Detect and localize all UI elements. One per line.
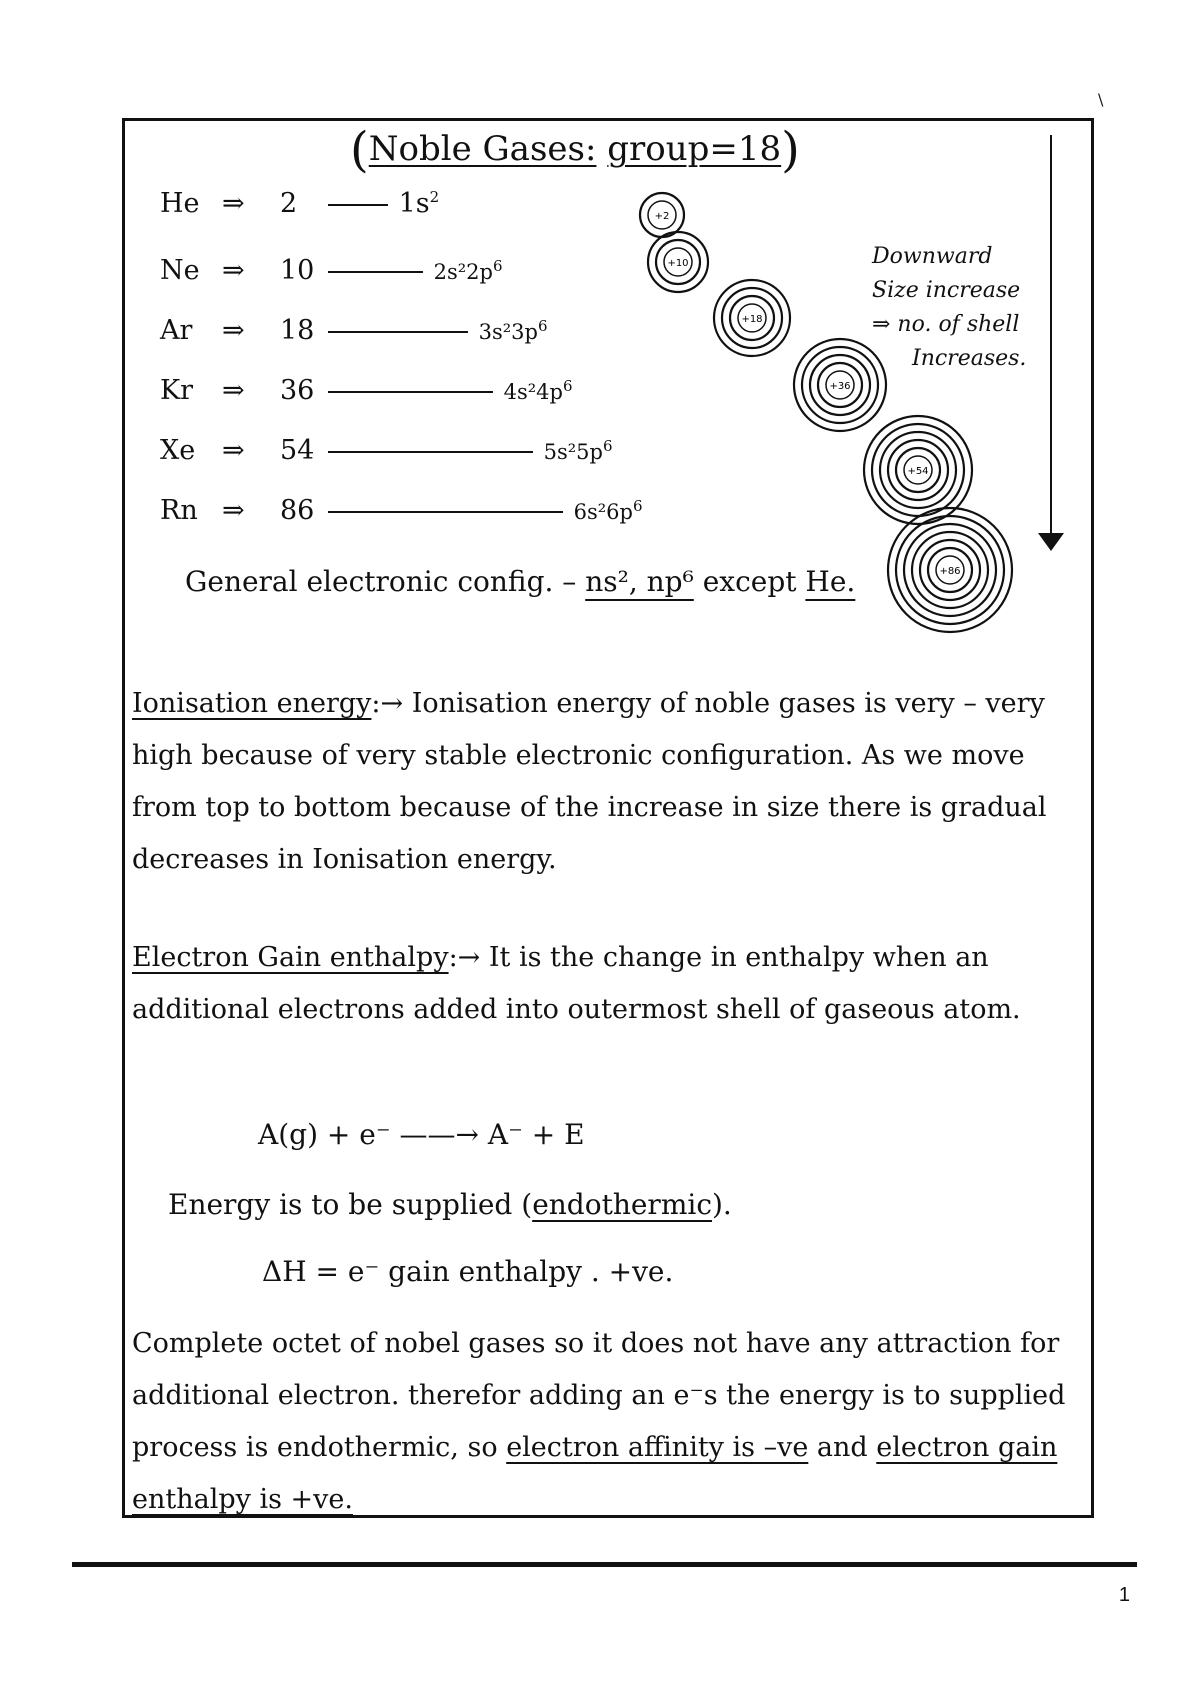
- atomic-number: 54: [280, 435, 315, 466]
- electron-gain-heading: Electron Gain enthalpy: [132, 942, 449, 973]
- general-formula: ns², np⁶: [585, 565, 694, 598]
- general-prefix: General electronic config. –: [185, 565, 577, 598]
- size-trend-note: [872, 240, 1026, 376]
- general-configuration: [185, 565, 855, 598]
- ionisation-heading: Ionisation energy: [132, 688, 372, 719]
- implies-arrow: ⇒: [222, 495, 245, 526]
- implies-arrow: ⇒: [222, 188, 245, 219]
- title-text: Noble Gases:: [368, 129, 597, 169]
- conclusion-and: and: [808, 1432, 877, 1463]
- conclusion-text: Complete octet of nobel gases so it does not have any attraction for additional electron. therefor adding an e⁻s the energy is to supplied process is endothermic, so: [132, 1328, 1066, 1463]
- atom-shell-diagram: [888, 508, 1012, 632]
- footer-rule: [72, 1562, 1137, 1567]
- title-group: group=18: [607, 129, 782, 169]
- nucleus-charge-label: +2: [654, 211, 670, 222]
- atomic-number: 36: [280, 375, 315, 406]
- energy-statement: [168, 1188, 732, 1221]
- implies-arrow: ⇒: [222, 255, 245, 286]
- nucleus-charge-label: +86: [939, 566, 961, 577]
- electron-gain-note: electron gain enthalpy is +ve.: [132, 1432, 1058, 1515]
- atom-shell-diagram: [714, 280, 790, 356]
- element-symbol: Kr: [160, 375, 194, 406]
- implies-arrow: ⇒: [222, 315, 245, 346]
- note-line: Increases.: [912, 346, 1027, 371]
- title-open-paren: (: [350, 122, 369, 178]
- electron-config: $3s^23p^6$: [478, 317, 548, 344]
- atomic-number: 18: [280, 315, 315, 346]
- delta-h-equation: ΔH = e⁻ gain enthalpy . +ve.: [262, 1255, 674, 1288]
- conclusion-paragraph: [132, 1318, 1082, 1526]
- endothermic-word: endothermic: [532, 1188, 712, 1221]
- element-symbol: Rn: [160, 495, 198, 526]
- nucleus-charge-label: +10: [667, 258, 689, 269]
- energy-suffix: ).: [712, 1188, 732, 1221]
- electron-config: $5s^25p^6$: [543, 437, 613, 464]
- implies-arrow: ⇒: [222, 435, 245, 466]
- electron-config: $6s^26p^6$: [573, 497, 643, 524]
- note-line: Downward: [872, 244, 993, 269]
- electron-gain-body: :→ It is the change in enthalpy when an additional electrons added into outermost shell of gaseous atom.: [132, 942, 1021, 1025]
- nucleus-charge-label: +54: [907, 466, 929, 477]
- note-line: Size increase: [872, 278, 1021, 303]
- electron-config: $4s^24p^6$: [503, 377, 573, 404]
- ionisation-body: :→ Ionisation energy of noble gases is very – very high because of very stable electronic configuration. As we move from top to bottom because of the increase in size there is gradual decreases in Ionisation energy.: [132, 688, 1047, 875]
- electron-config: $2s^22p^6$: [433, 257, 503, 284]
- atom-shell-diagram: [640, 193, 684, 237]
- electron-gain-paragraph: [132, 932, 1082, 1036]
- reaction-equation: A(g) + e⁻ ——→ A⁻ + E: [258, 1118, 585, 1151]
- atomic-number: 2: [280, 188, 298, 219]
- element-symbol: He: [160, 188, 200, 219]
- electron-config: $1s^2$: [398, 188, 440, 219]
- except-word: except: [702, 565, 797, 598]
- downward-arrow-shaft: [1050, 135, 1052, 545]
- nucleus-charge-label: +18: [741, 314, 763, 325]
- element-symbol: Ne: [160, 255, 200, 286]
- title-close-paren: ): [781, 122, 800, 178]
- down-arrow-icon: [1038, 533, 1064, 551]
- element-symbol: Xe: [160, 435, 196, 466]
- ionisation-paragraph: [132, 678, 1082, 886]
- corner-mark: \: [1098, 90, 1104, 109]
- implies-arrow: ⇒: [222, 375, 245, 406]
- except-element: He.: [805, 565, 856, 598]
- nucleus-charge-label: +36: [829, 381, 851, 392]
- element-symbol: Ar: [160, 315, 193, 346]
- atomic-number: 86: [280, 495, 315, 526]
- electron-affinity-note: electron affinity is –ve: [506, 1432, 809, 1463]
- page-number: 1: [1118, 1584, 1130, 1606]
- note-line: ⇒ no. of shell: [872, 312, 1020, 337]
- energy-prefix: Energy is to be supplied (: [168, 1188, 533, 1221]
- atomic-number: 10: [280, 255, 315, 286]
- atom-shell-diagram: [648, 232, 708, 292]
